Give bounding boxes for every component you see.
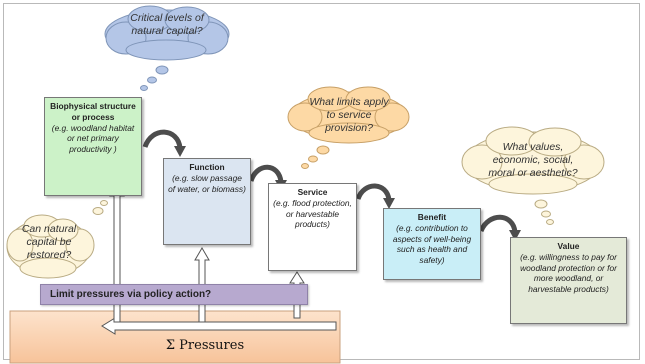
connector-service-benefit: [358, 186, 389, 200]
box-benefit-title: Benefit: [417, 212, 447, 222]
box-biophysical-title: Biophysical structure or process: [50, 101, 136, 122]
policy-action-bar: Limit pressures via policy action?: [40, 284, 308, 305]
box-service: [268, 183, 357, 271]
box-biophysical: [44, 97, 142, 196]
pressures-bar: [10, 311, 340, 363]
box-service-desc: (e.g. flood protection, or harvestable products): [273, 197, 352, 230]
question-service-limits: What limits apply to service provision?: [309, 96, 389, 134]
box-service-title: Service: [297, 187, 328, 197]
box-biophysical-desc: (e.g. woodland habitat or net primary productivity ): [51, 122, 135, 154]
question-values: What values, economic, social, moral or aesthetic?: [488, 141, 578, 179]
box-function-desc: (e.g. slow passage of water, or biomass): [168, 172, 246, 194]
box-value-title: Value: [557, 241, 580, 251]
box-function: [163, 158, 251, 245]
question-critical-levels: Critical levels of natural capital?: [130, 12, 204, 37]
box-benefit-desc: (e.g. contribution to aspects of well-being such as health and safety): [392, 222, 472, 265]
connector-head-1: [174, 146, 186, 157]
box-function-title: Function: [189, 162, 225, 172]
connector-function-service: [251, 167, 281, 182]
pressures-label: Σ Pressures: [165, 338, 245, 353]
box-value-desc: (e.g. willingness to pay for woodland protection or for more woodland, or harvestable products): [520, 251, 617, 294]
box-value: [510, 237, 627, 324]
connector-biophysical-function: [145, 132, 180, 148]
box-benefit: [383, 208, 481, 280]
connector-benefit-value: [481, 217, 515, 232]
question-restoration: Can natural capital be restored?: [21, 223, 77, 261]
